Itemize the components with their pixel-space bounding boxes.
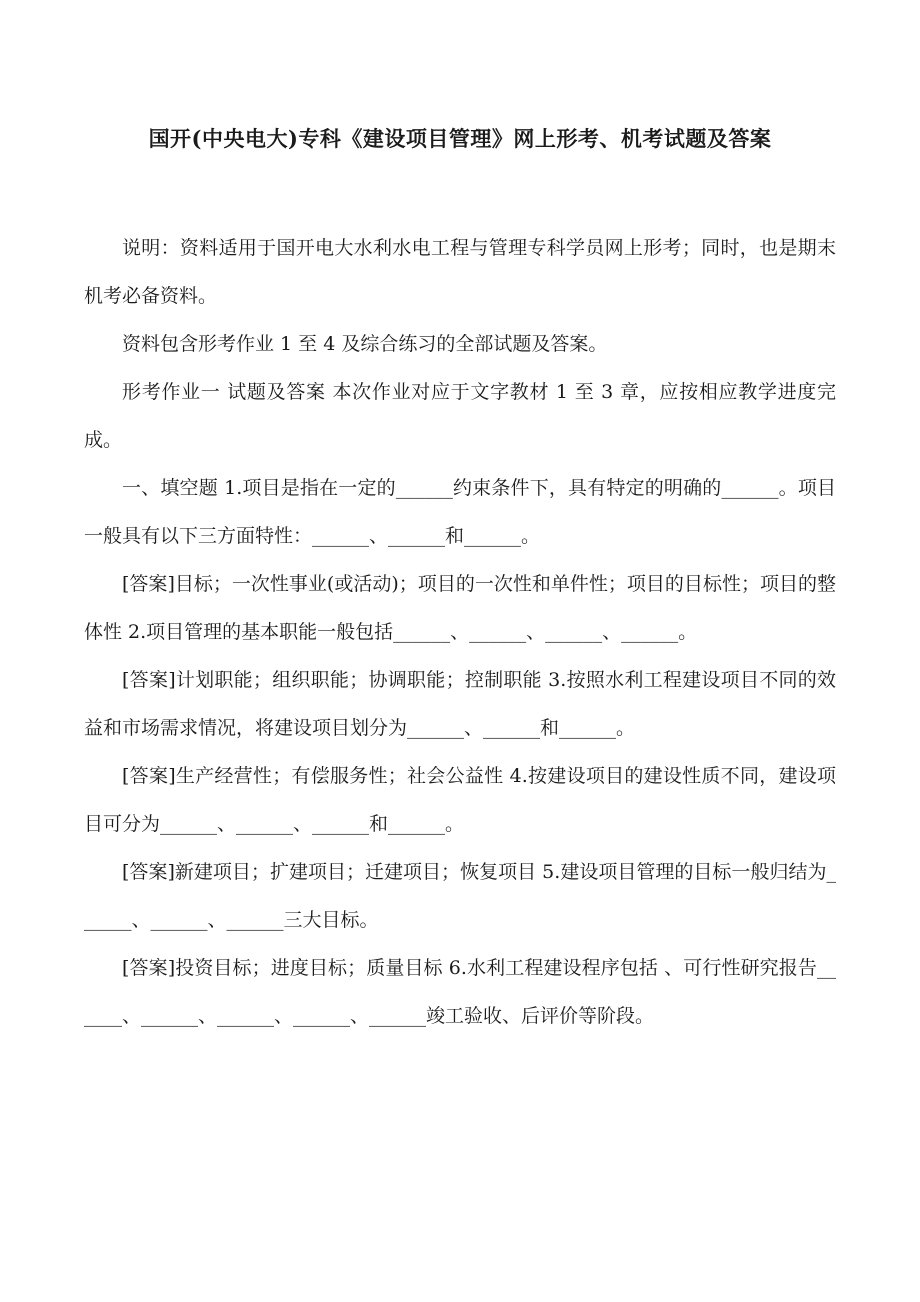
paragraph-intro: 说明：资料适用于国开电大水利水电工程与管理专科学员网上形考；同时，也是期末机考必备资料。: [84, 237, 836, 307]
paragraph-answer-3-question-4: [答案]生产经营性；有偿服务性；社会公益性 4.按建设项目的建设性质不同，建设项目可分为______、______、______和______。: [84, 765, 836, 835]
paragraph-answer-5-question-6: [答案]投资目标；进度目标；质量目标 6.水利工程建设程序包括 、可行性研究报告______、______、______、______、______竣工验收、后评价等阶段。: [84, 957, 836, 1027]
paragraph-scope: 资料包含形考作业 1 至 4 及综合练习的全部试题及答案。: [122, 333, 608, 355]
document-title: 国开(中央电大)专科《建设项目管理》网上形考、机考试题及答案: [148, 126, 772, 151]
paragraph-assignment-one: 形考作业一 试题及答案 本次作业对应于文字教材 1 至 3 章，应按相应教学进度完成。: [84, 381, 836, 451]
paragraph-answer-1-question-2: [答案]目标；一次性事业(或活动)；项目的一次性和单件性；项目的目标性；项目的整体性 2.项目管理的基本职能一般包括______、______、______、______。: [84, 573, 836, 643]
paragraph-answer-2-question-3: [答案]计划职能；组织职能；协调职能；控制职能 3.按照水利工程建设项目不同的效益和市场需求情况，将建设项目划分为______、______和______。: [84, 669, 836, 739]
paragraph-question-1: 一、填空题 1.项目是指在一定的______约束条件下，具有特定的明确的______。项目一般具有以下三方面特性：______、______和______。: [84, 477, 836, 547]
paragraph-answer-4-question-5: [答案]新建项目；扩建项目；迁建项目；恢复项目 5.建设项目管理的目标一般归结为______、______、______三大目标。: [84, 861, 836, 931]
